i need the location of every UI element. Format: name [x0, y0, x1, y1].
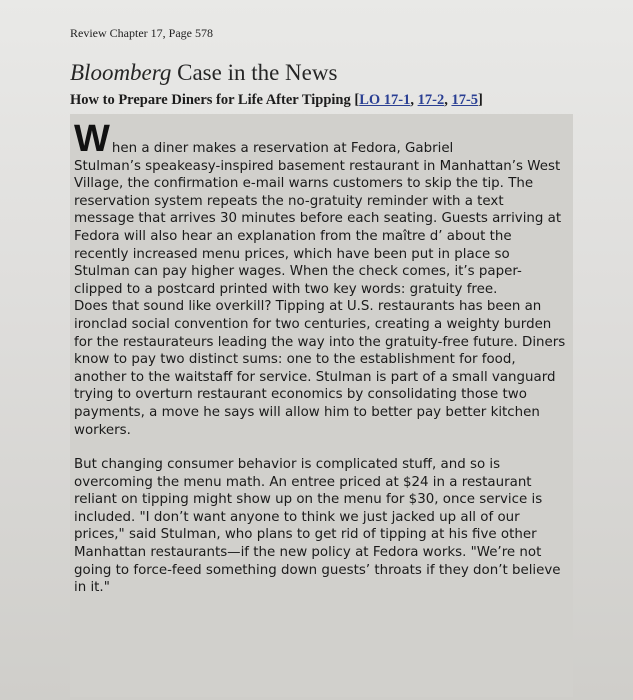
- case-title-source: Bloomberg: [70, 60, 172, 85]
- lo-separator: ,: [410, 92, 418, 108]
- lo-bracket-close: ]: [478, 92, 483, 108]
- lo-link-17-2[interactable]: 17-2: [417, 92, 445, 108]
- lo-bracket-open: [: [354, 92, 360, 108]
- subtitle-text: How to Prepare Diners for Life After Tipping: [70, 92, 355, 108]
- article-body: [74, 118, 566, 597]
- article-paragraph-1-text: Stulman’s speakeasy-inspired basement restaurant in Manhattan’s West Village, the confirmation e-mail warns customers to skip the tip. The reservation system repeats the no-gratuity reminder with a text message that arrives 30 minutes before each seating. Guests arriving at Fedora will also hear an explanation from the maître d’ about the recently increased menu prices, which have been put in place so Stulman can pay higher wages. When the check comes, it’s paper-clipped to a postcard printed with two key words: gratuity free.: [74, 158, 562, 297]
- drop-cap: W: [74, 118, 110, 160]
- lo-link-17-5[interactable]: 17-5: [451, 92, 479, 108]
- article-first-words: hen a diner makes a reservation at Fedora, Gabriel: [111, 141, 454, 156]
- article-paragraph-2: Does that sound like overkill? Tipping at U.S. restaurants has been an ironclad social convention for two centuries, creating a weighty burden for the restaurateurs leading the way into the gratuity-free future. Diners know to pay two distinct sums: one to the establishment for food, another to the waitstaff for service. Stulman is part of a small vanguard trying to overturn restaurant economics by consolidating those two payments, a move he says will allow him to better pay better kitchen workers.: [74, 299, 566, 438]
- lo-link-17-1[interactable]: LO 17-1: [359, 92, 411, 108]
- case-title: [70, 60, 337, 86]
- article-paragraph-3: But changing consumer behavior is complicated stuff, and so is overcoming the menu math. An entree priced at $24 in a restaurant reliant on tipping might show up on the menu for $30, once service is included. "I don’t want anyone to think we just jacked up all of our prices," said Stulman, who plans to get rid of tipping at his five other Manhattan restaurants—if the new policy at Fedora works. "We’re not going to force-feed something down guests’ throats if they don’t believe in it.": [74, 457, 561, 596]
- lo-separator: ,: [444, 92, 452, 108]
- article-paragraph-1: [74, 118, 566, 298]
- case-subtitle: [70, 92, 483, 109]
- case-title-rest: Case in the News: [171, 60, 338, 85]
- chapter-page-reference: Review Chapter 17, Page 578: [70, 26, 213, 40]
